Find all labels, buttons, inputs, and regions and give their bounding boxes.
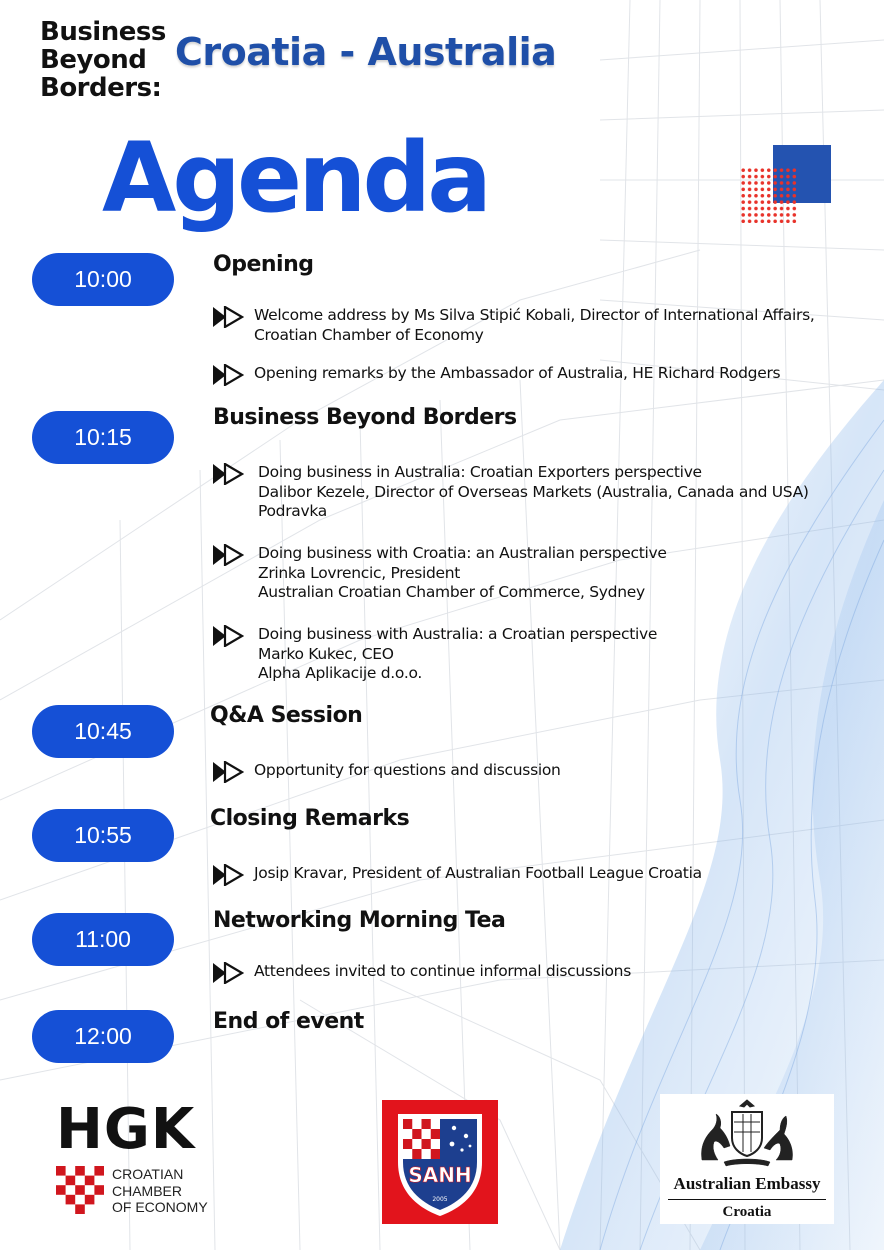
sanh-wordmark: SANH (408, 1163, 472, 1187)
time-pill: 10:55 (32, 809, 174, 862)
hgk-label-line: CHAMBER (112, 1182, 183, 1199)
red-dot-grid-shape (740, 167, 798, 223)
agenda-item (212, 364, 874, 386)
hgk-logo (56, 1097, 226, 1220)
item-line: Doing business in Australia: Croatian Exporters perspective (258, 463, 702, 481)
session-title: Business Beyond Borders (213, 405, 517, 430)
series-title-line: Business (40, 17, 166, 47)
embassy-country: Croatia (722, 1204, 772, 1220)
double-arrow-icon (212, 544, 244, 566)
item-line: Marko Kukec, CEO (258, 644, 394, 663)
sanh-shield-icon (382, 1100, 498, 1224)
item-line: Dalibor Kezele, Director of Overseas Markets (Australia, Canada and USA) (258, 482, 809, 501)
time-pill: 10:45 (32, 705, 174, 758)
hgk-wordmark: HGK (56, 1097, 196, 1162)
agenda-item (212, 761, 874, 783)
sanh-logo (382, 1100, 498, 1224)
session-title: End of event (213, 1009, 364, 1034)
double-arrow-icon (212, 625, 244, 647)
double-arrow-icon (212, 463, 244, 485)
time-pill: 10:15 (32, 411, 174, 464)
time-pill: 10:00 (32, 253, 174, 306)
item-line: Opportunity for questions and discussion (254, 761, 561, 779)
decorative-squares (740, 145, 832, 225)
item-line: Alpha Aplikacije d.o.o. (258, 664, 422, 682)
hgk-label-line: CROATIAN (112, 1166, 184, 1182)
coat-of-arms-icon (694, 1098, 800, 1170)
page-title: Agenda (102, 122, 488, 234)
item-line: Australian Croatian Chamber of Commerce, Sydney (258, 583, 645, 601)
item-line: Doing business with Australia: a Croatian perspective (258, 625, 658, 643)
agenda-item (212, 463, 874, 522)
series-title-line: Borders: (40, 73, 162, 103)
sanh-year: 2005 (432, 1196, 448, 1203)
australian-embassy-logo (660, 1094, 834, 1224)
agenda-item (212, 625, 874, 684)
double-arrow-icon (212, 364, 244, 386)
item-line: Croatian Chamber of Economy (254, 325, 484, 344)
double-arrow-icon (212, 761, 244, 783)
double-arrow-icon (212, 306, 244, 328)
item-line: Welcome address by Ms Silva Stipić Kobali, Director of International Affairs, (254, 306, 815, 324)
double-arrow-icon (212, 864, 244, 886)
agenda-item (212, 962, 874, 984)
agenda-item (212, 306, 874, 345)
series-title-line: Beyond (40, 45, 147, 75)
embassy-divider (668, 1199, 826, 1200)
hgk-label (112, 1166, 208, 1216)
item-line: Zrinka Lovrencic, President (258, 563, 461, 582)
checkerboard-icon (56, 1166, 104, 1214)
item-line: Josip Kravar, President of Australian Football League Croatia (254, 864, 702, 882)
double-arrow-icon (212, 962, 244, 984)
session-title: Opening (213, 252, 314, 277)
session-title: Q&A Session (210, 703, 363, 728)
agenda-item (212, 864, 874, 886)
item-line: Podravka (258, 502, 327, 520)
item-line: Opening remarks by the Ambassador of Australia, HE Richard Rodgers (254, 364, 781, 382)
item-line: Attendees invited to continue informal discussions (254, 962, 631, 980)
agenda-item (212, 544, 874, 603)
session-title: Networking Morning Tea (213, 908, 506, 933)
time-pill: 12:00 (32, 1010, 174, 1063)
series-title (40, 18, 166, 102)
time-pill: 11:00 (32, 913, 174, 966)
session-title: Closing Remarks (210, 806, 410, 831)
embassy-name: Australian Embassy (673, 1174, 821, 1193)
item-line: Doing business with Croatia: an Australian perspective (258, 544, 667, 562)
event-subtitle: Croatia - Australia (175, 30, 557, 74)
hgk-label-line: OF ECONOMY (112, 1199, 208, 1215)
